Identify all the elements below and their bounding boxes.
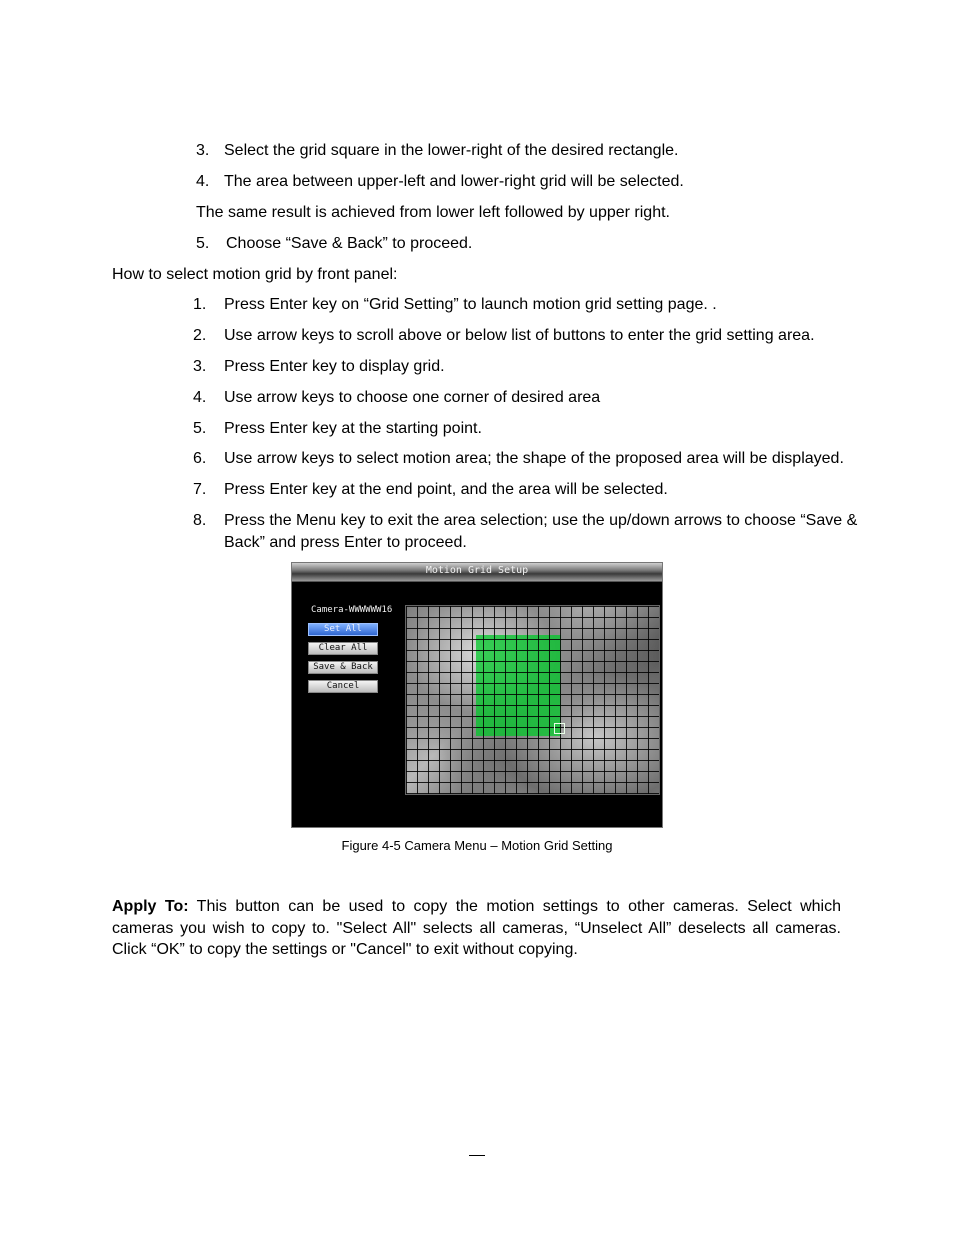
clear-all-button[interactable]: Clear All [308,642,378,655]
list-text: Choose “Save & Back” to proceed. [226,235,473,252]
list-text: Press the Menu key to exit the area selection; use the up/down arrows to choose “Save & [224,512,858,529]
list-text: The area between upper-left and lower-right grid will be selected. [224,173,684,190]
list-number: 2. [193,327,207,344]
note-text: The same result is achieved from lower left followed by upper right. [196,204,670,221]
screen-title-bar [292,563,662,582]
list-number: 3. [196,142,210,159]
page-number-rule [469,1155,485,1156]
list-text: Press Enter key at the end point, and the area will be selected. [224,481,668,498]
camera-label: Camera-WWWWWW16 [311,605,393,615]
list-number: 5. [193,420,207,437]
camera-view[interactable] [405,605,660,795]
cancel-button[interactable]: Cancel [308,680,378,693]
list-text: Use arrow keys to choose one corner of desired area [224,389,601,406]
list-text: Press Enter key at the starting point. [224,420,482,437]
list-number: 4. [196,173,210,190]
list-number: 7. [193,481,207,498]
list-text: Press Enter key on “Grid Setting” to launch motion grid setting page. . [224,296,717,313]
save-back-button[interactable]: Save & Back [308,661,378,674]
list-item-continuation: Back” and press Enter to proceed. [224,534,467,551]
apply-to-text: This button can be used to copy the motion settings to other cameras. Select which cameras you wish to copy to. "Select All" selects all cameras, “Unselect All” deselects all cameras. Click “OK” to copy the settings or "Cancel" to exit without copying. [112,898,841,958]
section-heading: How to select motion grid by front panel: [112,266,398,283]
list-text: Use arrow keys to select motion area; the shape of the proposed area will be displayed. [224,450,844,467]
list-number: 5. [196,235,210,252]
list-number: 8. [193,512,207,529]
list-text: Press Enter key to display grid. [224,358,445,375]
list-number: 3. [193,358,207,375]
list-text: Use arrow keys to scroll above or below list of buttons to enter the grid setting area. [224,327,815,344]
list-text: Select the grid square in the lower-right of the desired rectangle. [224,142,679,159]
screen-title: Motion Grid Setup [425,565,529,576]
apply-to-label: Apply To: [112,898,189,915]
set-all-button[interactable]: Set All [308,623,378,636]
grid-cursor [554,723,565,734]
list-number: 4. [193,389,207,406]
list-number: 6. [193,450,207,467]
motion-grid[interactable] [406,606,660,795]
figure-caption: Figure 4-5 Camera Menu – Motion Grid Setting [341,838,613,853]
motion-grid-screenshot [291,562,663,828]
apply-to-paragraph [112,896,841,961]
list-number: 1. [193,296,207,313]
